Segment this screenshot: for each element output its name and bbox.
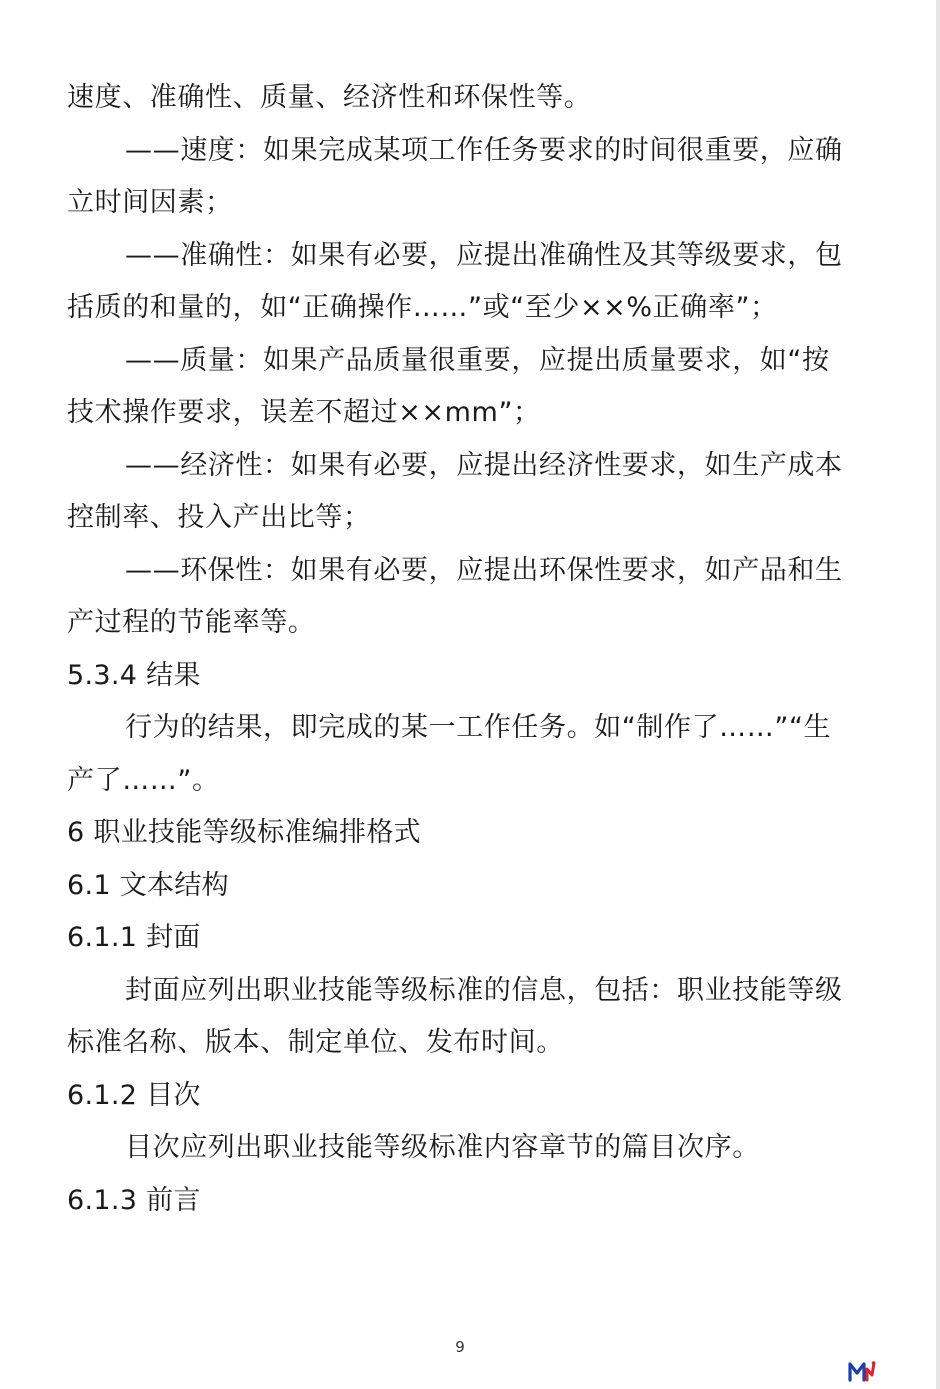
paragraph-line: 目次应列出职业技能等级标准内容章节的篇目次序。 xyxy=(125,1132,760,1163)
logo-m-shape xyxy=(850,1364,864,1380)
section-heading-6: 6 职业技能等级标准编排格式 xyxy=(67,817,421,848)
page-number: 9 xyxy=(455,1338,465,1356)
list-item-speed: ——速度：如果完成某项工作任务要求的时间很重要，应确 xyxy=(125,134,843,166)
logo-accent-shape xyxy=(867,1363,874,1380)
paragraph-line: 括质的和量的，如“正确操作……”或“至少××%正确率”； xyxy=(67,292,778,323)
paragraph-line: 控制率、投入产出比等； xyxy=(67,502,371,533)
section-heading-6-1-2: 6.1.2 目次 xyxy=(67,1079,201,1111)
paragraph-line: 标准名称、版本、制定单位、发布时间。 xyxy=(67,1027,564,1058)
paragraph-line: 立时间因素； xyxy=(67,187,233,218)
list-item-environment: ——环保性：如果有必要，应提出环保性要求，如产品和生 xyxy=(125,554,843,586)
paragraph-line: 产过程的节能率等。 xyxy=(67,607,316,638)
logo-dot xyxy=(872,1361,876,1365)
section-heading-6-1: 6.1 文本结构 xyxy=(67,869,229,901)
document-body xyxy=(67,72,869,1227)
list-item-quality: ——质量：如果产品质量很重要，应提出质量要求，如“按 xyxy=(125,344,830,376)
page-edge xyxy=(936,0,940,1389)
paragraph-line: 封面应列出职业技能等级标准的信息，包括：职业技能等级 xyxy=(125,974,843,1006)
paragraph-line: 产了……”。 xyxy=(67,764,220,796)
list-item-economy: ——经济性：如果有必要，应提出经济性要求，如生产成本 xyxy=(125,449,843,481)
section-heading-6-1-3: 6.1.3 前言 xyxy=(67,1184,201,1216)
section-heading-6-1-1: 6.1.1 封面 xyxy=(67,922,201,953)
list-item-accuracy: ——准确性：如果有必要，应提出准确性及其等级要求，包 xyxy=(125,239,843,271)
m-logo-icon xyxy=(848,1360,876,1382)
paragraph-line: 技术操作要求，误差不超过××mm”； xyxy=(67,397,541,428)
paragraph-line: 速度、准确性、质量、经济性和环保性等。 xyxy=(67,82,592,113)
paragraph-line: 行为的结果，即完成的某一工作任务。如“制作了……”“生 xyxy=(125,712,832,743)
section-heading-5-3-4: 5.3.4 结果 xyxy=(67,659,201,691)
